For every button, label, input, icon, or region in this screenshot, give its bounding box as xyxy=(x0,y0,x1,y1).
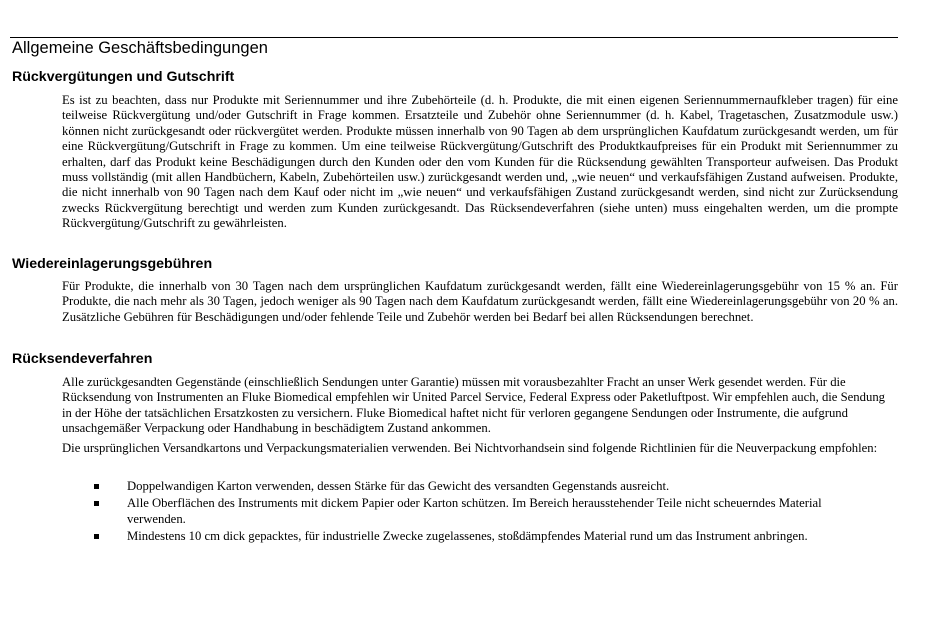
document-title: Allgemeine Geschäftsbedingungen xyxy=(12,39,268,57)
paragraph-restocking-fees: Für Produkte, die innerhalb von 30 Tagen nach dem ursprünglichen Kaufdatum zurückgesandt werden, fällt eine Wiedereinlagerungsgebühr von 15 % an. Für Produkte, die nach mehr als 30 Tagen, jedoch weniger als 90 Tagen nach dem Kaufdatum zurückgesandt werden, fällt eine Wiedereinlagerungsgebühr von 20 % an. Zusätzliche Gebühren für Beschädigungen und/oder fehlende Teile und Zubehör werden bei Bedarf bei allen Rücksendungen berechnet. xyxy=(62,279,898,324)
heading-restocking-fees: Wiedereinlagerungsgebühren xyxy=(12,256,213,272)
paragraph-packaging-intro: Die ursprünglichen Versandkartons und Verpackungsmaterialien verwenden. Bei Nichtvorhandsein sind folgende Richtlinien für die Neuverpackung empfohlen: xyxy=(62,441,878,455)
paragraph-return-procedure: Alle zurückgesandten Gegenstände (einschließlich Sendungen unter Garantie) müssen mit vorausbezahlter Fracht an unser Werk gesendet werden. Für die Rücksendung von Instrumenten an Fluke Biomedical empfehlen wir United Parcel Service, Federal Express oder Paketluftpost. Wir empfehlen auch, die Sendung in der Höhe der tatsächlichen Ersatzkosten zu versichern. Fluke Biomedical haftet nicht für verloren gegangene Sendungen oder Instrumente, die aufgrund unsachgemäßer Verpackung oder Handhabung in beschädigtem Zustand ankommen. xyxy=(62,375,886,436)
bullet-icon xyxy=(94,484,99,489)
list-item-text: Mindestens 10 cm dick gepacktes, für industrielle Zwecke zugelassenes, stoßdämpfendes Material rund um das Instrument anbringen. xyxy=(127,528,808,543)
paragraph-refunds: Es ist zu beachten, dass nur Produkte mit Seriennummer und ihre Zubehörteile (d. h. Produkte, die mit einen eigenen Seriennummernaufkleber tragen) für eine teilweise Rückvergütung und/oder Gutschrift in Frage kommen. Ersatzteile und Zubehör ohne Seriennummer (d. h. Kabel, Tragetaschen, Zusatzmodule usw.) können nicht zurückgesandt oder rückvergütet werden. Produkte müssen innerhalb von 90 Tagen ab dem ursprünglichen Kaufdatum zurückgesandt werden, um für eine Rückvergütung/Gutschrift in Frage zu kommen. Um eine teilweise Rückvergütung/Gutschrift des Produktkaufpreises für ein Produkt mit Seriennummer zu erhalten, darf das Produkt keine Beschädigungen durch den Kunden oder den vom Kunden für die Rücksendung gewählten Transporteur aufweisen. Das Produkt muss vollständig (mit allen Handbüchern, Kabeln, Zubehörteilen usw.) zurückgesandt werden und, „wie neuen“ und verkaufsfähigen Zustand aufweisen. Produkte, die nicht innerhalb von 90 Tagen nach dem Kauf oder nicht im „wie neuen“ und verkaufsfähigen Zustand zurückgesandt werden, sind nicht zur Zurücksendung zwecks Rückvergütung berechtigt und werden zum Kunden zurückgesandt. Das Rücksendeverfahren (siehe unten) muss eingehalten werden, um die prompte Rückvergütung/Gutschrift zu gewährleisten. xyxy=(62,93,898,231)
bullet-icon xyxy=(94,534,99,539)
list-item-text: Doppelwandigen Karton verwenden, dessen Stärke für das Gewicht des versandten Gegenstands ausreicht. xyxy=(127,479,670,493)
list-item-text: Alle Oberflächen des Instruments mit dickem Papier oder Karton schützen. Im Bereich herausstehender Teile nicht scheuerndes Material verwenden. xyxy=(127,496,822,526)
bullet-icon xyxy=(94,501,99,506)
list-item xyxy=(62,479,822,494)
header-rule xyxy=(10,37,898,38)
heading-return-procedure: Rücksendeverfahren xyxy=(12,351,153,367)
list-item xyxy=(62,496,822,527)
list-item xyxy=(62,529,822,544)
heading-refunds: Rückvergütungen und Gutschrift xyxy=(12,69,235,85)
packaging-guidelines-list xyxy=(62,479,822,546)
